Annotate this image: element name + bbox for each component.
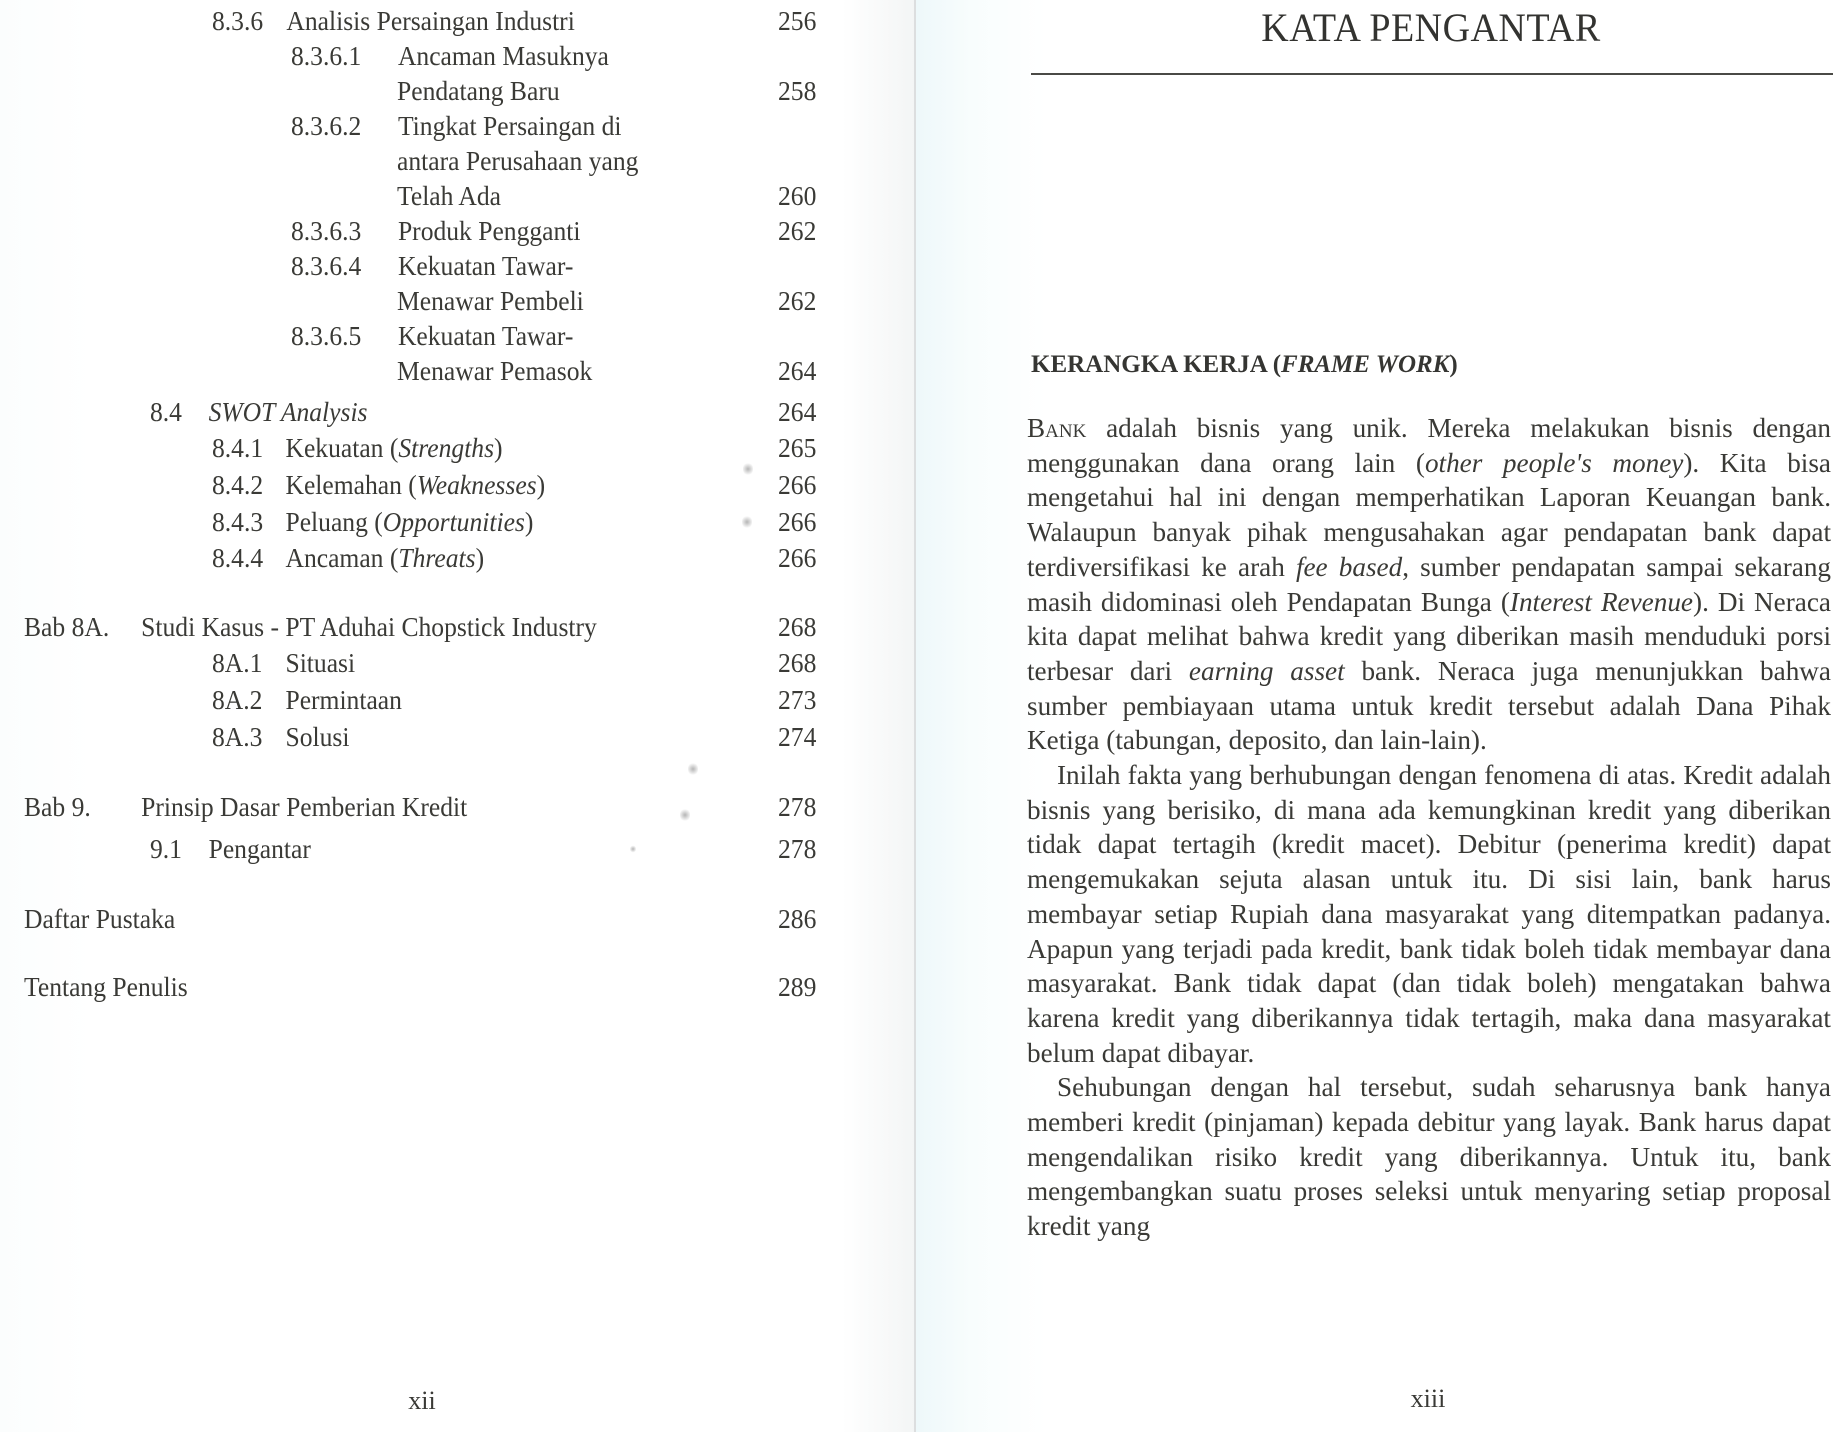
toc-entry-8-3-6-2 xyxy=(291,109,622,143)
toc-title-line: Pendatang Baru xyxy=(397,75,560,106)
toc-title-line: Tingkat Persaingan di xyxy=(397,110,622,141)
scan-speck xyxy=(630,845,636,853)
lead-word: Bank xyxy=(1027,413,1087,443)
toc-page-number: 268 xyxy=(778,647,817,678)
toc-number: 8.4.1 xyxy=(212,432,264,463)
title-rule xyxy=(1031,73,1833,75)
toc-number: Bab 9. xyxy=(24,791,91,822)
toc-title-line: antara Perusahaan yang xyxy=(397,145,639,176)
toc-title-italic: Opportunities xyxy=(382,506,525,537)
italic-term: earning asset xyxy=(1188,655,1345,686)
text-run: , sumber pendapatan sampai sekarang masih didominasi oleh Pendapatan Bunga ( xyxy=(1027,551,1832,617)
toc-title-line: Ancaman Masuknya xyxy=(397,40,609,71)
toc-number: 8A.1 xyxy=(212,647,263,678)
toc-page-number: 258 xyxy=(778,75,817,106)
toc-page-number: 266 xyxy=(778,469,817,500)
toc-entry-8-4-4 xyxy=(212,541,485,575)
toc-title-line: Telah Ada xyxy=(397,180,502,211)
toc-number: 8A.2 xyxy=(212,684,263,715)
text-run: ). Di Neraca kita dapat melihat bahwa kredit yang diberikan masih menduduki porsi terbesar dari xyxy=(1027,586,1831,686)
text-run: ). Kita bisa mengetahui hal ini dengan memperhatikan Laporan Keuangan bank. Walaupun banyak pihak mengusahakan agar pendapatan bank dapat terdiversifikasi ke arah xyxy=(1027,447,1831,582)
toc-title-end: ) xyxy=(536,469,546,500)
toc-title xyxy=(285,541,484,575)
toc-page-number: 260 xyxy=(778,180,817,211)
toc-entry-8-3-6-3 xyxy=(291,214,581,248)
toc-entry-bab-9 xyxy=(24,790,468,824)
toc-entry-8-4-1 xyxy=(212,431,503,465)
toc-number: 9.1 xyxy=(150,833,182,864)
toc-title xyxy=(285,431,502,465)
toc-title-italic: Weaknesses xyxy=(416,469,537,500)
left-page-toc xyxy=(0,0,915,1432)
toc-page-number: 273 xyxy=(778,684,817,715)
toc-number: 8A.3 xyxy=(212,721,263,752)
scan-speck xyxy=(680,808,690,822)
toc-title-line: Kekuatan Tawar- xyxy=(397,250,574,281)
toc-title-end: ) xyxy=(524,506,534,537)
toc-page-number: 262 xyxy=(778,285,817,316)
toc-page-number: 278 xyxy=(778,833,817,864)
toc-page-number: 256 xyxy=(778,5,817,36)
toc-entry-8-3-6-5 xyxy=(291,319,574,353)
page-number-left: xii xyxy=(408,1386,436,1415)
toc-page-number: 266 xyxy=(778,506,817,537)
section-heading-italic: FRAME WORK xyxy=(1281,351,1450,378)
toc-entry-8-4-3 xyxy=(212,505,534,539)
toc-entry-bab-8a xyxy=(24,610,597,644)
toc-title-text: Kekuatan ( xyxy=(285,432,399,463)
toc-title-line: Menawar Pembeli xyxy=(397,285,584,316)
scan-speck xyxy=(743,462,753,476)
toc-number: 8.3.6.5 xyxy=(291,320,362,351)
toc-title: Solusi xyxy=(285,721,350,752)
toc-entry-8-4-2 xyxy=(212,468,546,502)
toc-page-number: 268 xyxy=(778,611,817,642)
text-run: bank. Neraca juga menunjukkan bahwa sumber pembiayaan utama untuk kredit tersebut adalah Dana Pihak Ketiga (tabungan, deposito, dan lain-lain). xyxy=(1027,655,1831,756)
body-text xyxy=(1027,411,1831,1244)
toc-title: Produk Pengganti xyxy=(397,215,581,246)
toc-entry-8-3-6-1 xyxy=(291,39,609,73)
toc-title: Prinsip Dasar Pemberian Kredit xyxy=(141,791,468,822)
toc-number: 8.3.6.3 xyxy=(291,215,362,246)
toc-title-line: Menawar Pemasok xyxy=(397,355,593,386)
paragraph-3: Sehubungan dengan hal tersebut, sudah seharusnya bank hanya memberi kredit (pinjaman) kepada debitur yang layak. Bank harus dapat mengendalikan risiko kredit yang diberikannya. Untuk itu, bank mengembangkan suatu proses seleksi untuk menyaring setiap proposal kredit yang xyxy=(1027,1072,1831,1242)
toc-page-number: 266 xyxy=(778,542,817,573)
toc-title: Permintaan xyxy=(285,684,402,715)
toc-entry-8a-3 xyxy=(212,720,350,754)
toc-title-text: Peluang ( xyxy=(285,506,383,537)
toc-entry-daftar-pustaka: Daftar Pustaka xyxy=(24,903,176,934)
toc-page-number: 274 xyxy=(778,721,817,752)
paragraph-1 xyxy=(1027,411,1831,758)
scan-speck xyxy=(742,515,752,529)
toc-page-number: 262 xyxy=(778,215,817,246)
page-number-right: xiii xyxy=(1410,1384,1446,1413)
toc-title-end: ) xyxy=(475,542,485,573)
section-heading-end: ) xyxy=(1449,351,1458,378)
toc-title: Analisis Persaingan Industri xyxy=(286,5,575,36)
text-run: adalah bisnis yang unik. Mereka melakukan bisnis dengan menggunakan dana orang lain ( xyxy=(1027,413,1831,478)
toc-title-end: ) xyxy=(494,432,503,463)
toc-number: 8.4 xyxy=(150,396,182,427)
toc-title: Studi Kasus - PT Aduhai Chopstick Industry xyxy=(141,611,597,642)
toc-entry-tentang-penulis: Tentang Penulis xyxy=(24,971,188,1002)
toc-number: 8.3.6.1 xyxy=(291,40,362,71)
toc-entry-8-3-6 xyxy=(212,4,575,38)
toc-title-line: Kekuatan Tawar- xyxy=(397,320,574,351)
toc-number: 8.3.6.2 xyxy=(291,110,362,141)
toc-title-italic: Threats xyxy=(398,542,476,573)
toc-number: Bab 8A. xyxy=(24,611,110,642)
section-heading-text: KERANGKA KERJA ( xyxy=(1031,351,1282,378)
toc-number: 8.3.6 xyxy=(212,5,264,36)
toc-number: 8.4.3 xyxy=(212,506,264,537)
toc-page-number: 286 xyxy=(778,903,817,934)
toc-title-italic: Strengths xyxy=(398,432,495,463)
toc-entry-8-4 xyxy=(150,395,368,429)
italic-term: fee based xyxy=(1295,551,1403,582)
toc-page-number: 278 xyxy=(778,791,817,822)
italic-term: Interest Revenue xyxy=(1509,586,1694,617)
italic-term: other people's money xyxy=(1424,447,1684,478)
toc-entry-8-3-6-4 xyxy=(291,249,574,283)
paragraph-2: Inilah fakta yang berhubungan dengan fenomena di atas. Kredit adalah bisnis yang berisiko, di mana ada kemungkinan kredit yang diberikan tidak dapat tertagih (kredit macet). Debitur (penerima kredit) dapat mengemukakan sejuta alasan untuk itu. Di sisi lain, bank harus membayar setiap Rupiah dana masyarakat yang ditempatkan padanya. Apapun yang terjadi pada kredit, bank tidak boleh tidak membayar dana masyarakat. Bank tidak dapat (dan tidak boleh) mengatakan bahwa karena kredit yang diberikannya tidak tertagih, maka dana masyarakat belum dapat dibayar. xyxy=(1027,760,1831,1068)
scan-speck xyxy=(688,762,698,776)
toc-title xyxy=(285,505,533,539)
toc-number: 8.3.6.4 xyxy=(291,250,362,281)
toc-entry-9-1 xyxy=(150,832,311,866)
toc-title xyxy=(285,468,545,502)
toc-number: 8.4.2 xyxy=(212,469,264,500)
toc-title: Situasi xyxy=(285,647,356,678)
toc-page-number: 289 xyxy=(778,971,817,1002)
toc-title-text: Ancaman ( xyxy=(285,542,399,573)
toc-title: Pengantar xyxy=(208,833,311,864)
toc-entry-8a-2 xyxy=(212,683,402,717)
toc-title-text: Kelemahan ( xyxy=(285,469,417,500)
toc-entry-8a-1 xyxy=(212,646,356,680)
section-heading xyxy=(1031,348,1458,382)
toc-page-number: 264 xyxy=(778,396,817,427)
page-title: KATA PENGANTAR xyxy=(1261,5,1601,50)
toc-page-number: 265 xyxy=(778,432,817,463)
toc-page-number: 264 xyxy=(778,355,817,386)
toc-number: 8.4.4 xyxy=(212,542,264,573)
toc-title: SWOT Analysis xyxy=(208,396,368,427)
